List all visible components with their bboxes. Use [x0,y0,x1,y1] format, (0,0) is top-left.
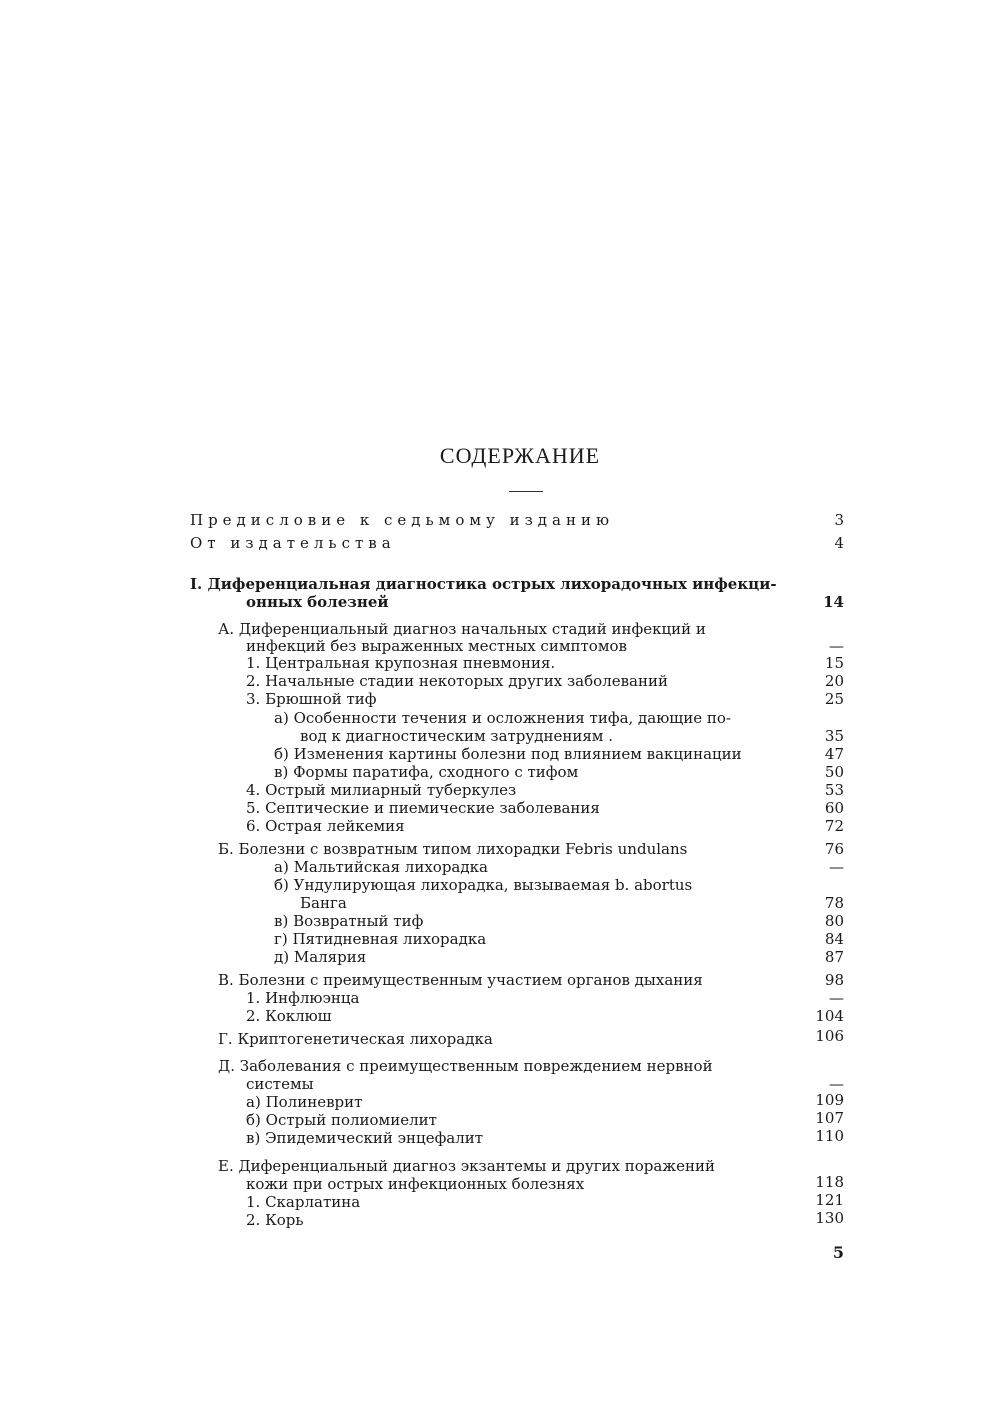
toc-entry-v1[interactable]: 1. Инфлюэнца [246,989,360,1007]
toc-section-d-line2[interactable]: системы [246,1075,314,1093]
toc-entry-bd[interactable]: г) Пятидневная лихорадка [274,930,487,948]
toc-entry-a3a-line2[interactable]: вод к диагностическим затруднениям . [300,727,614,745]
toc-entry-a4[interactable]: 4. Острый милиарный туберкулез [246,781,517,799]
toc-section-e-line1[interactable]: Е. Диференциальный диагноз экзантемы и других поражений [218,1157,715,1175]
toc-entry-be[interactable]: д) Малярия [274,948,367,966]
toc-page-section-g: 106 [815,1027,844,1045]
toc-section-a-line1[interactable]: А. Диференциальный диагноз начальных стадий инфекций и [218,620,706,638]
toc-section-e-line2[interactable]: кожи при острых инфекционных болезнях [246,1175,585,1193]
toc-page-ba: — [829,858,844,876]
toc-page-e1: 121 [815,1191,844,1209]
toc-page-e2: 130 [815,1209,844,1227]
toc-page-v1: — [829,989,844,1007]
toc-entry-bc[interactable]: в) Возвратный тиф [274,912,424,930]
title-divider [509,491,543,492]
toc-page-bc: 80 [824,912,844,930]
toc-page-a6: 72 [824,817,844,835]
toc-page-a3b: 47 [824,745,844,763]
toc-entry-e1[interactable]: 1. Скарлатина [246,1193,361,1211]
page-number: 5 [832,1243,844,1262]
toc-page-chapter-1: 14 [823,593,844,611]
toc-entry-e2[interactable]: 2. Корь [246,1211,304,1229]
toc-entry-a6[interactable]: 6. Острая лейкемия [246,817,405,835]
toc-page-section-e: 118 [815,1173,844,1191]
toc-chapter-1-line1[interactable]: I. Диференциальная диагностика острых лихорадочных инфекци- [190,575,777,593]
toc-page-a2: 20 [824,672,844,690]
toc-entry-ba[interactable]: а) Мальтийская лихорадка [274,858,488,876]
toc-entry-a5[interactable]: 5. Септические и пиемические заболевания [246,799,600,817]
toc-entry-a2[interactable]: 2. Начальные стадии некоторых других заболеваний [246,672,668,690]
toc-page-a3c: 50 [824,763,844,781]
toc-entry-a1[interactable]: 1. Центральная крупозная пневмония. [246,654,556,672]
toc-page-section-d: — [829,1075,844,1093]
toc-page-bb: 78 [824,894,844,912]
toc-entry-bb-line2[interactable]: Банга [300,894,347,912]
toc-section-d-line1[interactable]: Д. Заболевания с преимущественным повреждением нервной [218,1057,713,1075]
toc-page-a3: 25 [824,690,844,708]
toc-entry-a3c[interactable]: в) Формы паратифа, сходного с тифом [274,763,579,781]
toc-page-a4: 53 [824,781,844,799]
toc-entry-publisher[interactable]: От издательства [190,534,396,552]
toc-page-section-a: — [829,637,844,655]
toc-page-v2: 104 [815,1007,844,1025]
toc-page-a5: 60 [824,799,844,817]
toc-page-preface: 3 [834,511,844,529]
toc-section-b[interactable]: Б. Болезни с возвратным типом лихорадки Febris undulans [218,840,688,858]
toc-section-a-line2[interactable]: инфекций без выраженных местных симптомов [246,637,627,655]
toc-page-da: 109 [815,1091,844,1109]
toc-entry-dc[interactable]: в) Эпидемический энцефалит [246,1129,484,1147]
toc-chapter-1-line2[interactable]: онных болезней [246,593,389,611]
toc-entry-a3[interactable]: 3. Брюшной тиф [246,690,377,708]
toc-entry-da[interactable]: а) Полиневрит [246,1093,363,1111]
toc-page-section-b: 76 [824,840,844,858]
toc-page-a3a: 35 [824,727,844,745]
toc-entry-v2[interactable]: 2. Коклюш [246,1007,332,1025]
toc-page-publisher: 4 [834,534,844,552]
toc-entry-a3b[interactable]: б) Изменения картины болезни под влиянием вакцинации [274,745,742,763]
toc-entry-db[interactable]: б) Острый полиомиелит [246,1111,437,1129]
toc-page-a1: 15 [824,654,844,672]
toc-page-section-v: 98 [824,971,844,989]
toc-entry-a3a-line1[interactable]: а) Особенности течения и осложнения тифа, дающие по- [274,709,731,727]
toc-page-bd: 84 [824,930,844,948]
toc-section-v[interactable]: В. Болезни с преимущественным участием органов дыхания [218,971,703,989]
toc-page-dc: 110 [815,1127,844,1145]
page-title: СОДЕРЖАНИЕ [439,443,601,468]
toc-page-db: 107 [815,1109,844,1127]
toc-entry-bb-line1[interactable]: б) Ундулирующая лихорадка, вызываемая b. abortus [274,876,693,894]
toc-entry-preface[interactable]: Предисловие к седьмому изданию [190,511,615,529]
toc-section-g[interactable]: Г. Криптогенетическая лихорадка [218,1030,493,1048]
toc-page-be: 87 [824,948,844,966]
